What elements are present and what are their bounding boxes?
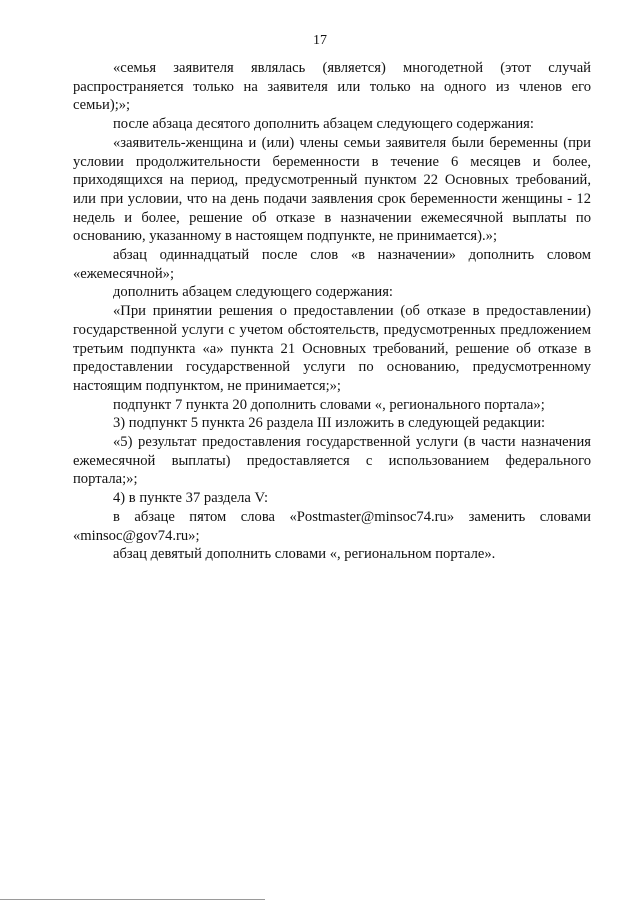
paragraph-8: 3) подпункт 5 пункта 26 раздела III изложить в следующей редакции:: [113, 415, 546, 432]
bottom-divider: [0, 899, 265, 900]
paragraph-2: после абзаца десятого дополнить абзацем следующего содержания:: [113, 116, 534, 133]
paragraph-3: «заявитель-женщина и (или) члены семьи заявителя были беременны (при условии продолжительности беременности в течение 6 месяцев и более, приходящихся на период, предусмотренный пунктом 22 Основных требований, или при условии, что на день подачи заявления срок беременности женщины - 12 недель и более, решение об отказе в назначении ежемесячной выплаты по основанию, указанному в настоящем подпункте, не принимается).»;: [73, 134, 591, 245]
paragraph-4: абзац одиннадцатый после слов «в назначении» дополнить словом «ежемесячной»;: [73, 247, 591, 282]
paragraph-7: подпункт 7 пункта 20 дополнить словами «, регионального портала»;: [113, 396, 545, 413]
paragraph-9: «5) результат предоставления государственной услуги (в части назначения ежемесячной выплаты) предоставляется с использованием федерального портала;»;: [73, 434, 591, 488]
paragraph-12: абзац девятый дополнить словами «, региональном портале».: [113, 546, 496, 563]
paragraph-5: дополнить абзацем следующего содержания:: [113, 284, 393, 301]
document-body: [73, 59, 591, 564]
paragraph-11: в абзаце пятом слова «Postmaster@minsoc74.ru» заменить словами «minsoc@gov74.ru»;: [73, 508, 591, 544]
paragraph-1: «семья заявителя являлась (является) многодетной (этот случай распространяется только на заявителя или только на одного из членов его семьи);»;: [73, 60, 591, 114]
paragraph-6: «При принятии решения о предоставлении (об отказе в предоставлении) государственной услуги с учетом обстоятельств, предусмотренных предложением третьим подпункта «а» пункта 21 Основных требований, решение об отказе в предоставлении государственной услуги по основанию, предусмотренному настоящим подпунктом, не принимается;»;: [73, 303, 591, 394]
page-number: 17: [313, 33, 327, 48]
paragraph-10: 4) в пункте 37 раздела V:: [113, 490, 269, 507]
